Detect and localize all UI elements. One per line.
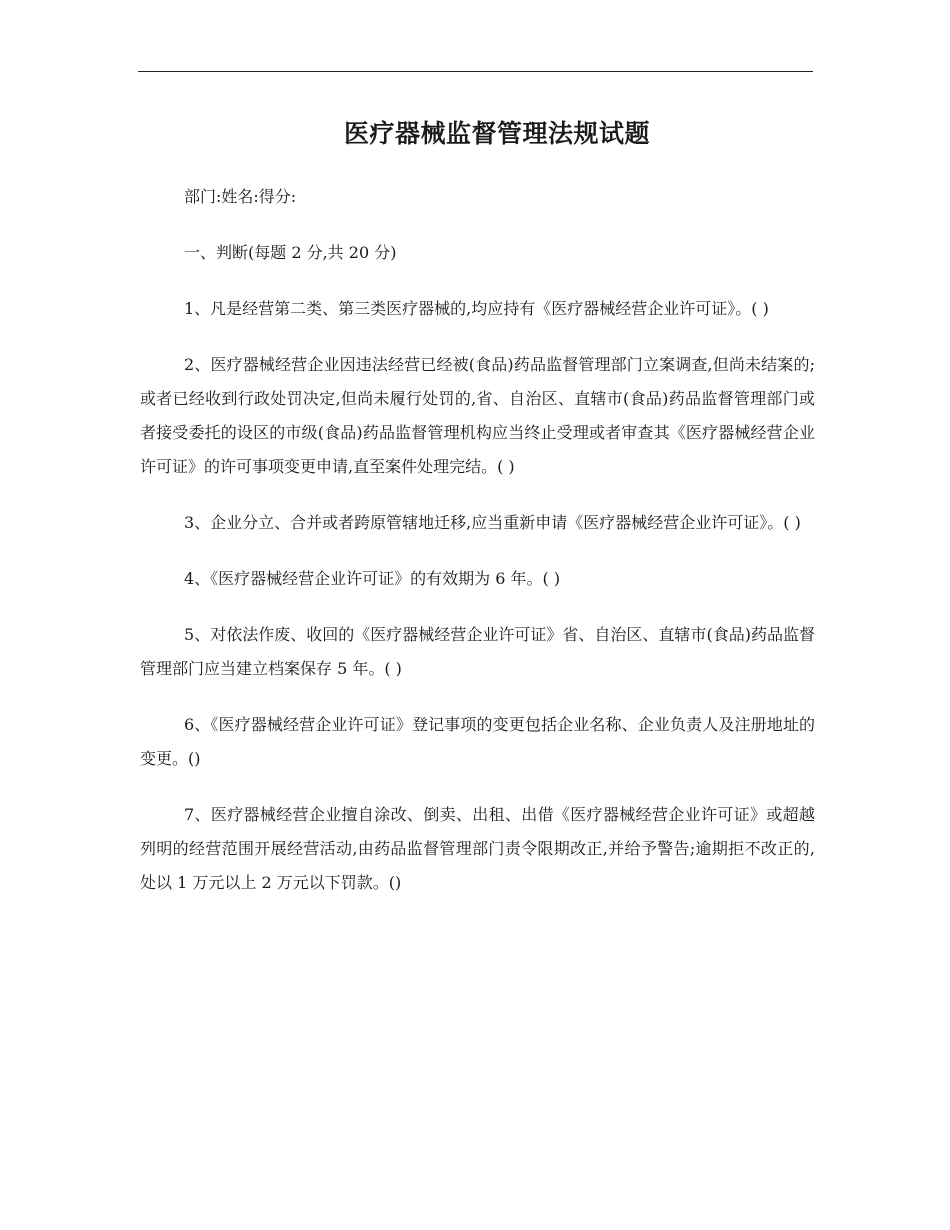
section-heading: 一、判断(每题 2 分,共 20 分): [184, 243, 397, 262]
document-body: [140, 180, 815, 922]
question-7: 7、医疗器械经营企业擅自涂改、倒卖、出租、出借《医疗器械经营企业许可证》或超越列明的经营范围开展经营活动,由药品监督管理部门责令限期改正,并给予警告;逾期拒不改正的,处以 1 万元以上 2 万元以下罚款。(): [140, 805, 815, 892]
question-2: 2、医疗器械经营企业因违法经营已经被(食品)药品监督管理部门立案调查,但尚未结案的;或者已经收到行政处罚决定,但尚未履行处罚的,省、自治区、直辖市(食品)药品监督管理部门或者接受委托的设区的市级(食品)药品监督管理机构应当终止受理或者审查其《医疗器械经营企业许可证》的许可事项变更申请,直至案件处理完结。( ): [140, 355, 815, 476]
question-1: 1、凡是经营第二类、第三类医疗器械的,均应持有《医疗器械经营企业许可证》。( ): [184, 299, 769, 318]
department-name-score-line: 部门:姓名:得分:: [184, 187, 297, 206]
question-6: 6、《医疗器械经营企业许可证》登记事项的变更包括企业名称、企业负责人及注册地址的变更。(): [140, 715, 815, 768]
question-3: 3、企业分立、合并或者跨原管辖地迁移,应当重新申请《医疗器械经营企业许可证》。( ): [184, 513, 801, 532]
document-title: 医疗器械监督管理法规试题: [343, 119, 650, 148]
question-5: 5、对依法作废、收回的《医疗器械经营企业许可证》省、自治区、直辖市(食品)药品监督管理部门应当建立档案保存 5 年。( ): [140, 625, 815, 678]
header-rule: [138, 71, 813, 72]
question-4: 4、《医疗器械经营企业许可证》的有效期为 6 年。( ): [184, 569, 561, 588]
